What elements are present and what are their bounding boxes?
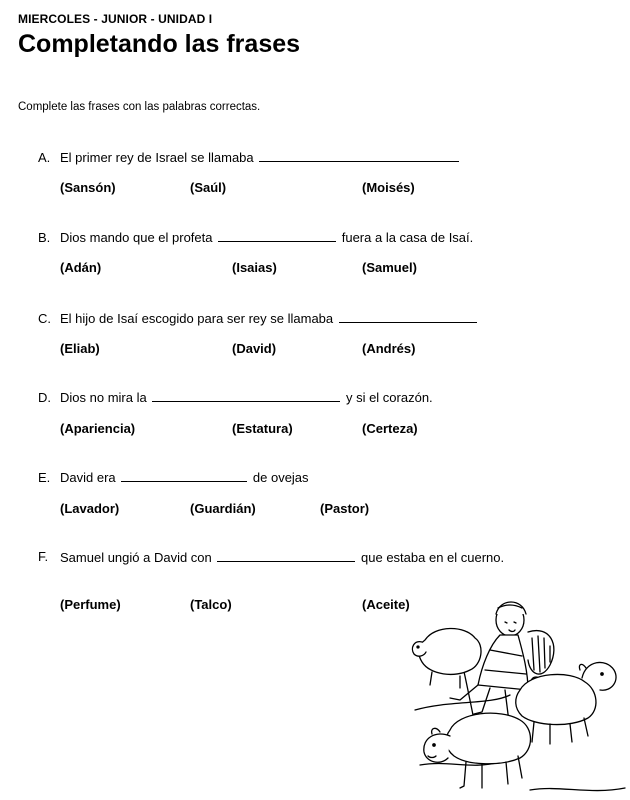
option-a-3[interactable]: (Moisés) bbox=[362, 180, 415, 195]
option-e-2[interactable]: (Guardián) bbox=[190, 501, 256, 516]
question-f bbox=[38, 549, 566, 565]
question-letter: A. bbox=[38, 150, 51, 165]
question-b bbox=[38, 229, 473, 245]
answer-blank[interactable] bbox=[339, 310, 477, 323]
option-e-1[interactable]: (Lavador) bbox=[60, 501, 120, 516]
question-d bbox=[38, 389, 433, 405]
question-text: Dios mando que el profeta bbox=[60, 230, 213, 245]
option-f-3[interactable]: (Aceite) bbox=[362, 597, 410, 612]
option-c-1[interactable]: (Eliab) bbox=[60, 341, 100, 356]
option-b-2[interactable]: (Isaias) bbox=[232, 260, 277, 275]
option-d-1[interactable]: (Apariencia) bbox=[60, 421, 136, 436]
option-a-1[interactable]: (Sansón) bbox=[60, 180, 116, 195]
option-b-1[interactable]: (Adán) bbox=[60, 260, 102, 275]
option-f-1[interactable]: (Perfume) bbox=[60, 597, 121, 612]
answer-blank[interactable] bbox=[259, 149, 459, 162]
answer-blank[interactable] bbox=[152, 389, 340, 402]
question-text-after: fuera a la casa de Isaí. bbox=[341, 230, 474, 245]
option-f-2[interactable]: (Talco) bbox=[190, 597, 232, 612]
question-text-after: de ovejas bbox=[252, 470, 309, 485]
option-c-3[interactable]: (Andrés) bbox=[362, 341, 416, 356]
option-b-3[interactable]: (Samuel) bbox=[362, 260, 417, 275]
option-d-3[interactable]: (Certeza) bbox=[362, 421, 418, 436]
answer-blank[interactable] bbox=[218, 229, 336, 242]
worksheet-header: MIERCOLES - JUNIOR - UNIDAD I bbox=[18, 12, 213, 26]
question-text: Dios no mira la bbox=[60, 390, 147, 405]
question-text: El primer rey de Israel se llamaba bbox=[60, 150, 254, 165]
question-text: Samuel ungió a David con bbox=[60, 550, 212, 565]
question-a bbox=[38, 149, 461, 165]
question-e bbox=[38, 469, 309, 485]
instructions-text: Complete las frases con las palabras correctas. bbox=[18, 101, 261, 113]
question-letter: C. bbox=[38, 311, 51, 326]
question-letter: E. bbox=[38, 470, 51, 485]
answer-blank[interactable] bbox=[121, 469, 247, 482]
option-e-3[interactable]: (Pastor) bbox=[320, 501, 370, 516]
question-text: El hijo de Isaí escogido para ser rey se llamaba bbox=[60, 311, 334, 326]
question-letter: D. bbox=[38, 390, 51, 405]
option-a-2[interactable]: (Saúl) bbox=[190, 180, 227, 195]
question-text-after: que estaba en el cuerno. bbox=[361, 550, 505, 565]
question-letter: B. bbox=[38, 230, 51, 245]
option-d-2[interactable]: (Estatura) bbox=[232, 421, 293, 436]
question-letter: F. bbox=[38, 549, 49, 564]
shepherd-sheep-illustration bbox=[410, 590, 630, 800]
question-text: David era bbox=[60, 470, 116, 485]
answer-blank[interactable] bbox=[217, 549, 355, 562]
option-c-2[interactable]: (David) bbox=[232, 341, 277, 356]
question-text-after: y si el corazón. bbox=[345, 390, 433, 405]
question-c bbox=[38, 310, 479, 326]
page-title: Completando las frases bbox=[18, 30, 301, 58]
